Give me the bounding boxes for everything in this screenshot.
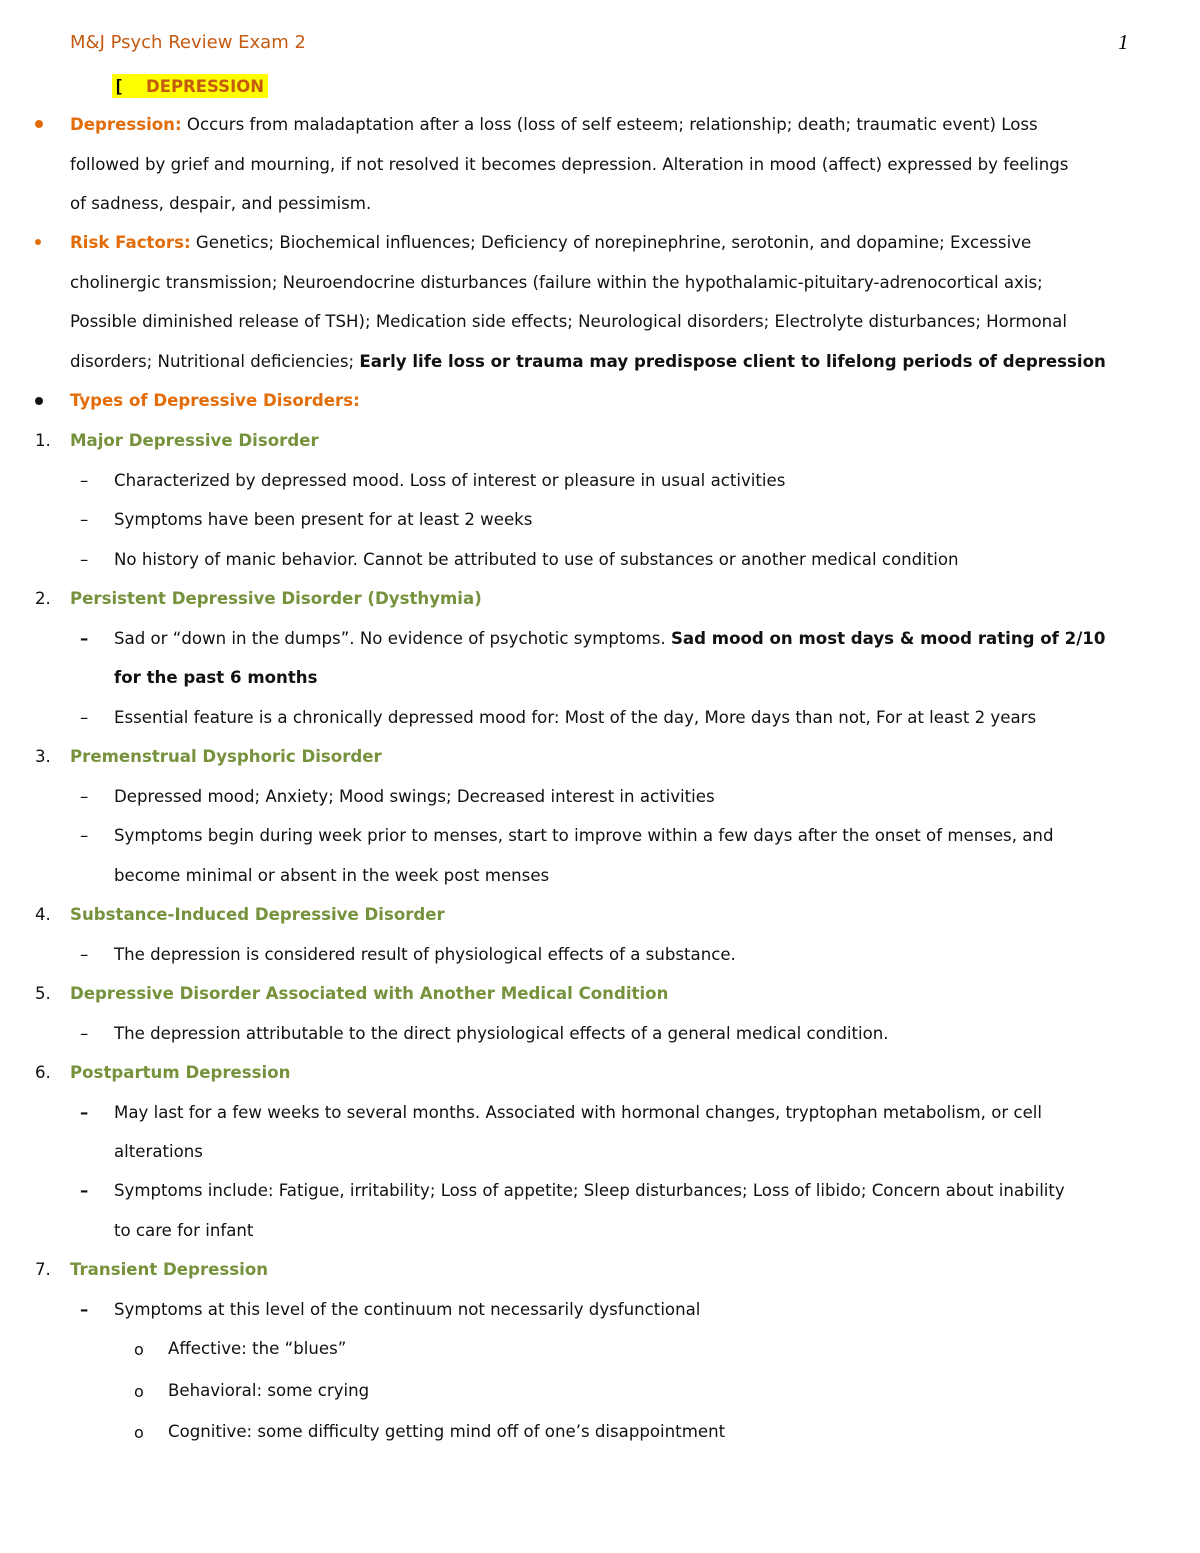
item-line: The depression attributable to the direct physiological effects of a general medical condition. bbox=[114, 1024, 889, 1043]
item-line: to care for infant bbox=[114, 1221, 254, 1240]
circle-bullet-icon: o bbox=[134, 1382, 144, 1401]
types-heading: Types of Depressive Disorders: bbox=[70, 391, 360, 410]
item-line bbox=[114, 629, 1105, 649]
item-text: Sad or “down in the dumps”. No evidence of psychotic symptoms. bbox=[114, 629, 666, 648]
dash-bullet: – bbox=[80, 1300, 89, 1319]
circle-bullet-icon: o bbox=[134, 1340, 144, 1359]
sub-item-line: Affective: the “blues” bbox=[168, 1339, 347, 1358]
item-line: Symptoms begin during week prior to menses, start to improve within a few days after the onset of menses, and bbox=[114, 826, 1054, 845]
item-line: The depression is considered result of physiological effects of a substance. bbox=[114, 945, 736, 964]
risk-text-4-bold: Early life loss or trauma may predispose client to lifelong periods of depression bbox=[359, 352, 1106, 371]
risk-line-4 bbox=[70, 352, 1106, 372]
dash-bullet: – bbox=[80, 1024, 89, 1043]
item-text-bold: Sad mood on most days & mood rating of 2/10 bbox=[670, 629, 1106, 648]
item-number: 7. bbox=[35, 1260, 51, 1279]
depression-line-1 bbox=[70, 115, 1038, 135]
sub-item-line: Cognitive: some difficulty getting mind off of one’s disappointment bbox=[168, 1422, 726, 1441]
risk-label: Risk Factors: bbox=[70, 233, 191, 252]
item-line: May last for a few weeks to several months. Associated with hormonal changes, tryptophan metabolism, or cell bbox=[114, 1103, 1042, 1122]
risk-text-4: disorders; Nutritional deficiencies; bbox=[70, 352, 355, 371]
risk-line-3: Possible diminished release of TSH); Medication side effects; Neurological disorders; Electrolyte disturbances; Hormonal bbox=[70, 312, 1067, 331]
item-title: Persistent Depressive Disorder (Dysthymia) bbox=[70, 589, 482, 608]
item-number: 6. bbox=[35, 1063, 51, 1082]
item-line: Characterized by depressed mood. Loss of interest or pleasure in usual activities bbox=[114, 471, 786, 490]
item-title: Transient Depression bbox=[70, 1260, 269, 1279]
risk-line-1 bbox=[70, 233, 1031, 253]
sub-item-line: Behavioral: some crying bbox=[168, 1381, 370, 1400]
item-line: Symptoms at this level of the continuum not necessarily dysfunctional bbox=[114, 1300, 701, 1319]
section-title-text: DEPRESSION bbox=[146, 76, 265, 96]
item-line: Symptoms have been present for at least 2 weeks bbox=[114, 510, 533, 529]
dash-bullet: – bbox=[80, 550, 89, 569]
dash-bullet: – bbox=[80, 471, 89, 490]
dash-bullet: – bbox=[80, 510, 89, 529]
depression-text-1: Occurs from maladaptation after a loss (loss of self esteem; relationship; death; traumatic event) Loss bbox=[186, 115, 1038, 134]
document-header: M&J Psych Review Exam 2 bbox=[70, 32, 306, 53]
dash-bullet: – bbox=[80, 787, 89, 806]
item-line: No history of manic behavior. Cannot be attributed to use of substances or another medical condition bbox=[114, 550, 959, 569]
item-number: 1. bbox=[35, 431, 51, 450]
section-marker: [ bbox=[116, 76, 122, 95]
item-number: 3. bbox=[35, 747, 51, 766]
item-number: 5. bbox=[35, 984, 51, 1003]
item-line: become minimal or absent in the week post menses bbox=[114, 866, 550, 885]
item-number: 2. bbox=[35, 589, 51, 608]
dash-bullet: – bbox=[80, 708, 89, 727]
item-line: alterations bbox=[114, 1142, 203, 1161]
depression-line-3: of sadness, despair, and pessimism. bbox=[70, 194, 372, 213]
bullet-icon bbox=[35, 120, 43, 128]
dash-bullet: – bbox=[80, 629, 89, 648]
risk-text-1: Genetics; Biochemical influences; Deficiency of norepinephrine, serotonin, and dopamine; Excessive bbox=[195, 233, 1032, 252]
depression-line-2: followed by grief and mourning, if not resolved it becomes depression. Alteration in mood (affect) expressed by feelings bbox=[70, 155, 1069, 174]
item-title: Substance-Induced Depressive Disorder bbox=[70, 905, 445, 924]
dash-bullet: – bbox=[80, 1181, 89, 1200]
bullet-icon bbox=[35, 239, 41, 245]
risk-line-2: cholinergic transmission; Neuroendocrine disturbances (failure within the hypothalamic-pituitary-adrenocortical axis; bbox=[70, 273, 1043, 292]
page-number: 1 bbox=[1118, 30, 1129, 54]
item-title: Major Depressive Disorder bbox=[70, 431, 319, 450]
section-title bbox=[112, 74, 268, 98]
item-title: Postpartum Depression bbox=[70, 1063, 291, 1082]
dash-bullet: – bbox=[80, 945, 89, 964]
bullet-icon bbox=[35, 397, 43, 405]
depression-label: Depression: bbox=[70, 115, 182, 134]
dash-bullet: – bbox=[80, 1103, 89, 1122]
item-line: for the past 6 months bbox=[114, 668, 318, 687]
item-title: Depressive Disorder Associated with Another Medical Condition bbox=[70, 984, 669, 1003]
dash-bullet: – bbox=[80, 826, 89, 845]
circle-bullet-icon: o bbox=[134, 1423, 144, 1442]
item-line: Symptoms include: Fatigue, irritability; Loss of appetite; Sleep disturbances; Loss of libido; Concern about inability bbox=[114, 1181, 1065, 1200]
item-number: 4. bbox=[35, 905, 51, 924]
item-line: Essential feature is a chronically depressed mood for: Most of the day, More days than not, For at least 2 years bbox=[114, 708, 1037, 727]
item-title: Premenstrual Dysphoric Disorder bbox=[70, 747, 382, 766]
item-line: Depressed mood; Anxiety; Mood swings; Decreased interest in activities bbox=[114, 787, 715, 806]
